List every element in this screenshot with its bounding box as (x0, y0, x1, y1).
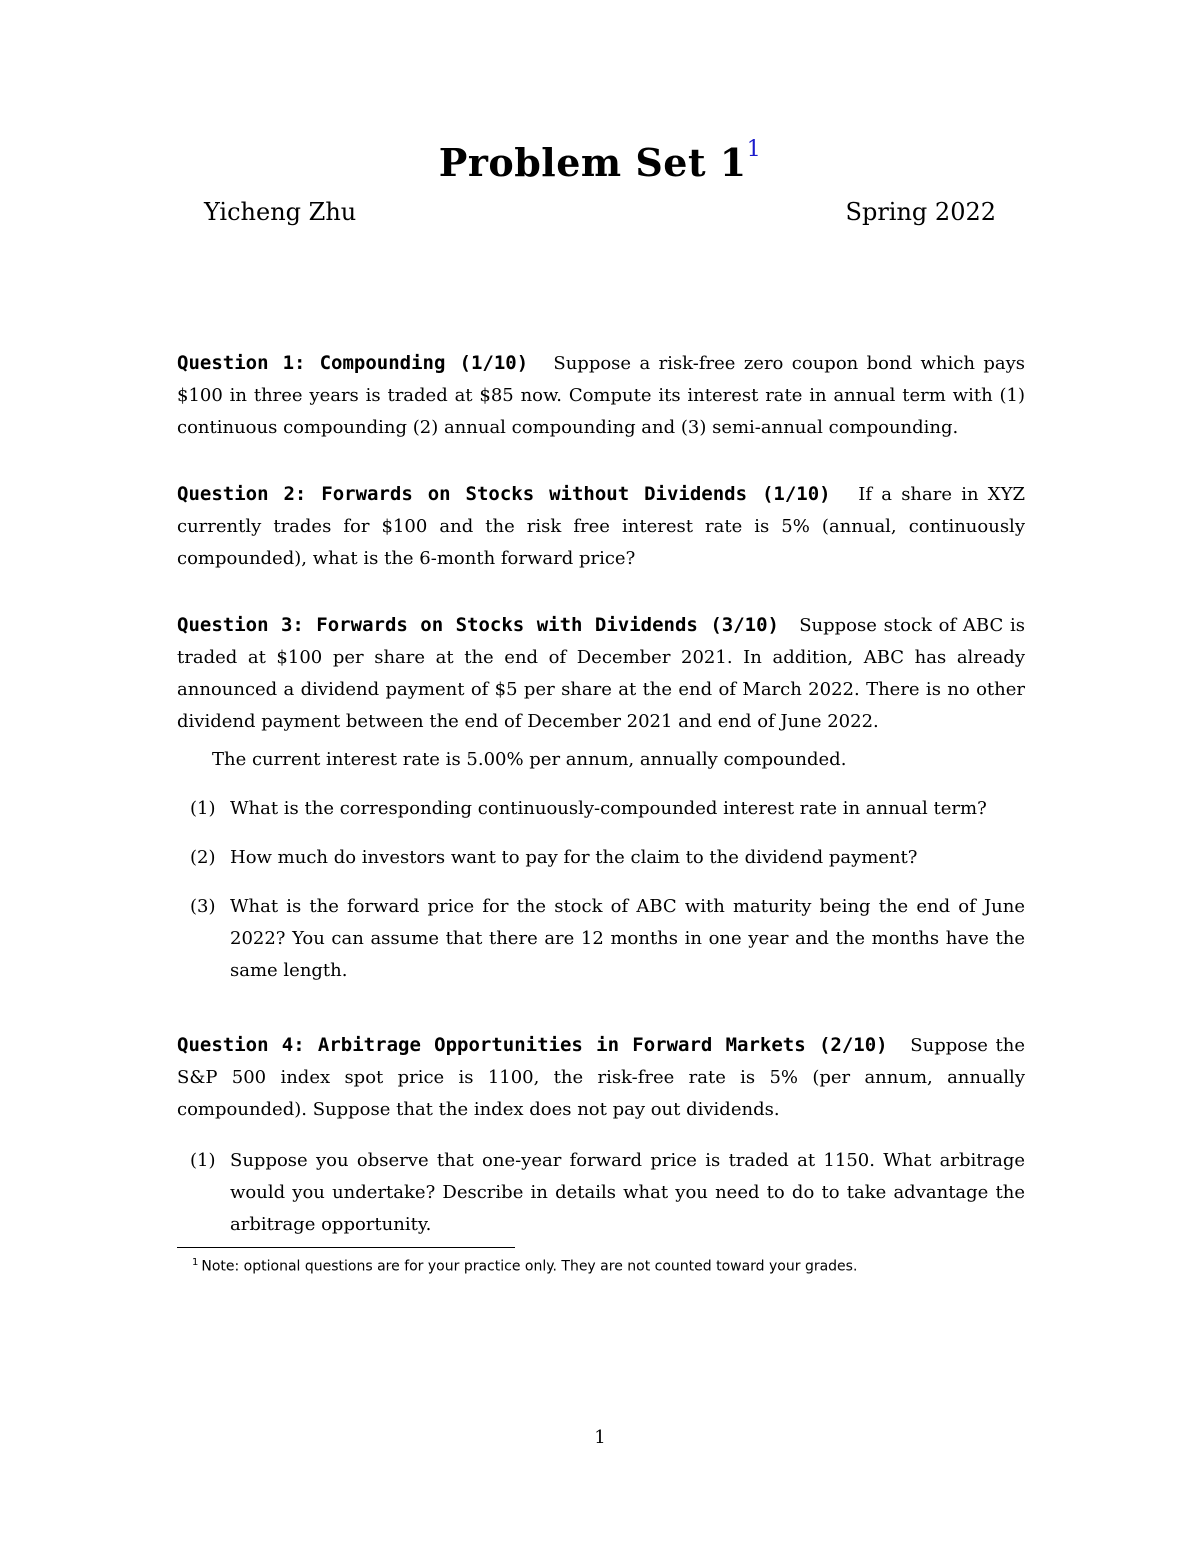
subquestion-list (177, 1145, 1025, 1241)
question-3 (177, 609, 1025, 987)
subquestion-number: (1) (190, 1150, 216, 1171)
question-2 (177, 478, 1025, 575)
title-footnote-link[interactable]: 1 (746, 137, 762, 163)
author-name: Yicheng Zhu (204, 198, 357, 226)
term-label: Spring 2022 (845, 198, 996, 226)
question-heading: Question 2: Forwards on Stocks without Dividends (1/10) (177, 483, 831, 505)
question-text: Suppose stock of ABC is traded at $100 per share at the end of December 2021. In addition, ABC has already announced a dividend payment of $5 per share at the end of March 2022. There is no other dividend payment between the end of December 2021 and end of June 2022. (177, 615, 1025, 732)
question-4 (177, 1029, 1025, 1241)
question-paragraph (177, 1029, 1025, 1126)
subquestion-item (177, 842, 1025, 874)
question-heading: Question 3: Forwards on Stocks with Dividends (3/10) (177, 614, 779, 636)
footnote-divider (177, 1247, 515, 1248)
question-text: If a share in XYZ currently trades for $100 and the risk free interest rate is 5% (annual, continuously compounded), what is the 6-month forward price? (177, 484, 1026, 569)
subquestion-number: (3) (190, 896, 216, 917)
question-extra-paragraph: The current interest rate is 5.00% per annum, annually compounded. (212, 749, 847, 770)
subquestion-item (177, 793, 1025, 825)
question-text: Suppose the S&P 500 index spot price is 1100, the risk-free rate is 5% (per annum, annually compounded). Suppose that the index does not pay out dividends. (177, 1035, 1025, 1120)
footnote-mark: 1 (192, 1257, 199, 1268)
subquestion-number: (1) (190, 798, 216, 819)
question-1 (177, 347, 1025, 444)
subquestion-list (177, 793, 1025, 987)
subquestion-text: How much do investors want to pay for the claim to the dividend payment? (230, 847, 918, 868)
subquestion-text: What is the corresponding continuously-compounded interest rate in annual term? (230, 798, 987, 819)
subquestion-number: (2) (190, 847, 216, 868)
subquestion-item (177, 891, 1025, 987)
subquestion-item (177, 1145, 1025, 1241)
question-paragraph (177, 609, 1025, 738)
title-text: Problem Set 1 (438, 140, 747, 185)
question-text: Suppose a risk-free zero coupon bond which pays $100 in three years is traded at $85 now. Compute its interest rate in annual term with (1) continuous compounding (2) annual compounding and (3) semi-annual compounding. (177, 353, 1025, 438)
subquestion-text: Suppose you observe that one-year forward price is traded at 1150. What arbitrage would you undertake? Describe in details what you need to do to take advantage the arbitrage opportunity. (230, 1150, 1025, 1235)
question-paragraph (177, 478, 1025, 575)
question-paragraph (177, 347, 1025, 444)
page-number: 1 (594, 1427, 606, 1448)
question-heading: Question 4: Arbitrage Opportunities in Forward Markets (2/10) (177, 1034, 888, 1056)
document-title (0, 137, 1200, 185)
footnote-text: Note: optional questions are for your practice only. They are not counted toward your grades. (201, 1258, 858, 1275)
question-heading: Question 1: Compounding (1/10) (177, 352, 529, 374)
footnote (192, 1253, 858, 1277)
subquestion-text: What is the forward price for the stock of ABC with maturity being the end of June 2022? You can assume that there are 12 months in one year and the months have the same length. (230, 896, 1025, 981)
